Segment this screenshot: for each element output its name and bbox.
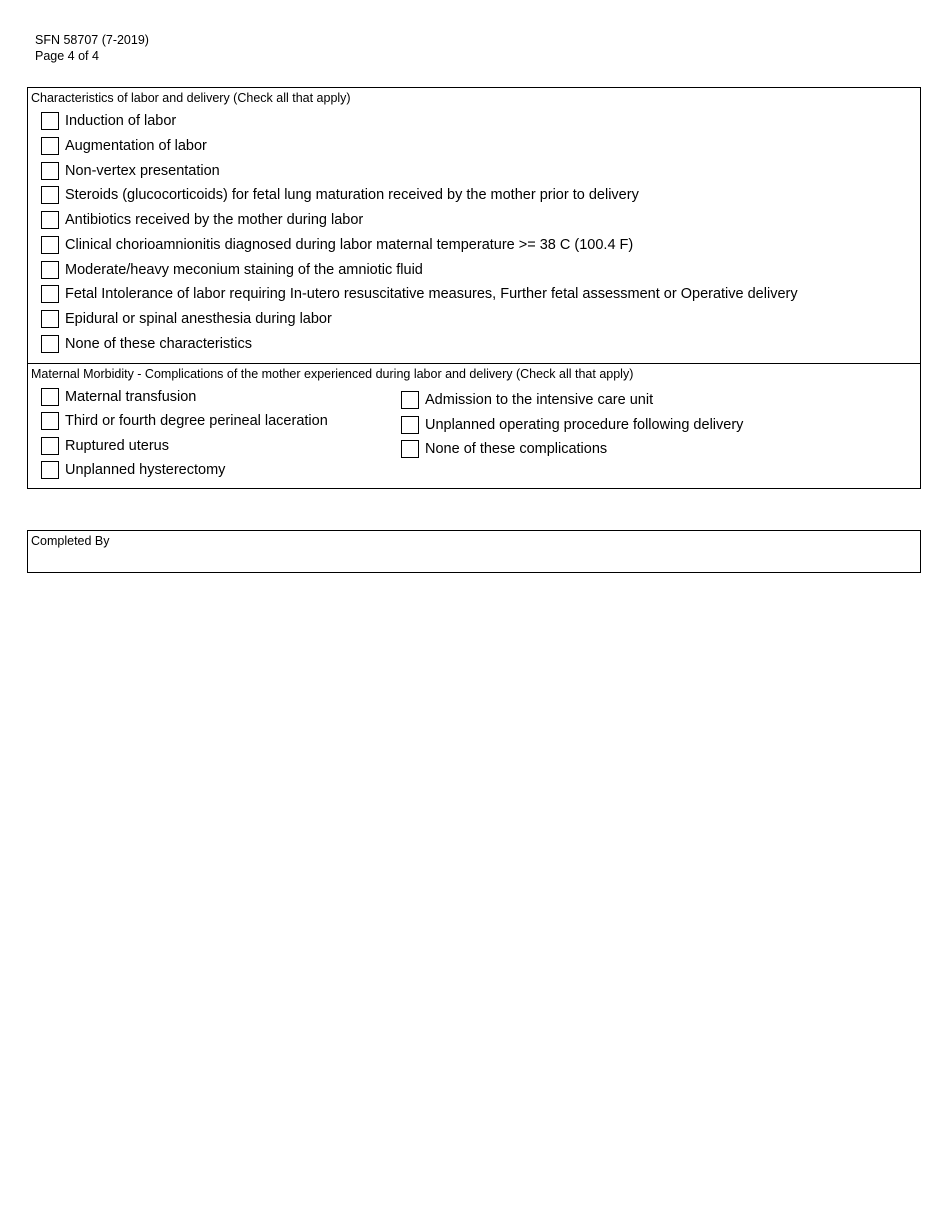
checkbox-label: None of these characteristics (65, 336, 252, 352)
unplanned-operating-procedure-option[interactable] (401, 415, 743, 435)
augmentation-of-labor-checkbox[interactable] (41, 137, 59, 155)
maternal-morbidity-title: Maternal Morbidity - Complications of the mother experienced during labor and delivery (Check all that apply) (31, 367, 634, 381)
perineal-laceration-checkbox[interactable] (41, 412, 59, 430)
checkbox-label: Non-vertex presentation (65, 163, 220, 179)
antibiotics-option[interactable] (41, 210, 363, 230)
checkbox-label: Ruptured uterus (65, 438, 169, 454)
checkbox-label: None of these complications (425, 441, 608, 457)
steroids-checkbox[interactable] (41, 186, 59, 204)
checkbox-label: Fetal Intolerance of labor requiring In-utero resuscitative measures, Further fetal assessment or Operative delivery (65, 286, 798, 302)
chorioamnionitis-option[interactable] (41, 235, 633, 255)
unplanned-hysterectomy-checkbox[interactable] (41, 461, 59, 479)
unplanned-hysterectomy-option[interactable] (41, 460, 225, 480)
fetal-intolerance-checkbox[interactable] (41, 285, 59, 303)
icu-admission-option[interactable] (401, 390, 653, 410)
induction-of-labor-option[interactable] (41, 111, 176, 131)
checkbox-label: Admission to the intensive care unit (425, 392, 654, 408)
maternal-transfusion-option[interactable] (41, 387, 196, 407)
meconium-staining-checkbox[interactable] (41, 261, 59, 279)
augmentation-of-labor-option[interactable] (41, 136, 207, 156)
none-of-these-characteristics-checkbox[interactable] (41, 335, 59, 353)
checkbox-label: Third or fourth degree perineal laceration (65, 413, 328, 429)
labor-delivery-section (27, 87, 921, 364)
ruptured-uterus-option[interactable] (41, 436, 169, 456)
none-of-these-characteristics-option[interactable] (41, 334, 252, 354)
non-vertex-presentation-checkbox[interactable] (41, 162, 59, 180)
checkbox-label: Steroids (glucocorticoids) for fetal lung maturation received by the mother prior to delivery (65, 187, 639, 203)
checkbox-label: Induction of labor (65, 113, 177, 129)
unplanned-operating-procedure-checkbox[interactable] (401, 416, 419, 434)
ruptured-uterus-checkbox[interactable] (41, 437, 59, 455)
form-header (35, 32, 149, 64)
non-vertex-presentation-option[interactable] (41, 161, 220, 181)
checkbox-label: Unplanned hysterectomy (65, 462, 226, 478)
steroids-option[interactable] (41, 185, 639, 205)
epidural-anesthesia-option[interactable] (41, 309, 332, 329)
maternal-transfusion-checkbox[interactable] (41, 388, 59, 406)
page-number: Page 4 of 4 (35, 49, 99, 63)
induction-of-labor-checkbox[interactable] (41, 112, 59, 130)
completed-by-field[interactable] (27, 530, 921, 573)
meconium-staining-option[interactable] (41, 260, 423, 280)
fetal-intolerance-option[interactable] (41, 284, 798, 304)
chorioamnionitis-checkbox[interactable] (41, 236, 59, 254)
checkbox-label: Epidural or spinal anesthesia during labor (65, 311, 332, 327)
none-of-these-complications-checkbox[interactable] (401, 440, 419, 458)
icu-admission-checkbox[interactable] (401, 391, 419, 409)
labor-delivery-title: Characteristics of labor and delivery (Check all that apply) (31, 91, 351, 105)
antibiotics-checkbox[interactable] (41, 211, 59, 229)
checkbox-label: Maternal transfusion (65, 389, 197, 405)
epidural-anesthesia-checkbox[interactable] (41, 310, 59, 328)
completed-by-label: Completed By (31, 534, 110, 548)
form-number: SFN 58707 (7-2019) (35, 33, 149, 47)
checkbox-label: Moderate/heavy meconium staining of the amniotic fluid (65, 262, 423, 278)
checkbox-label: Augmentation of labor (65, 138, 207, 154)
maternal-morbidity-section (27, 363, 921, 489)
checkbox-label: Antibiotics received by the mother during labor (65, 212, 364, 228)
checkbox-label: Unplanned operating procedure following delivery (425, 417, 744, 433)
checkbox-label: Clinical chorioamnionitis diagnosed during labor maternal temperature >= 38 C (100.4 F) (65, 237, 634, 253)
perineal-laceration-option[interactable] (41, 411, 328, 431)
none-of-these-complications-option[interactable] (401, 439, 607, 459)
